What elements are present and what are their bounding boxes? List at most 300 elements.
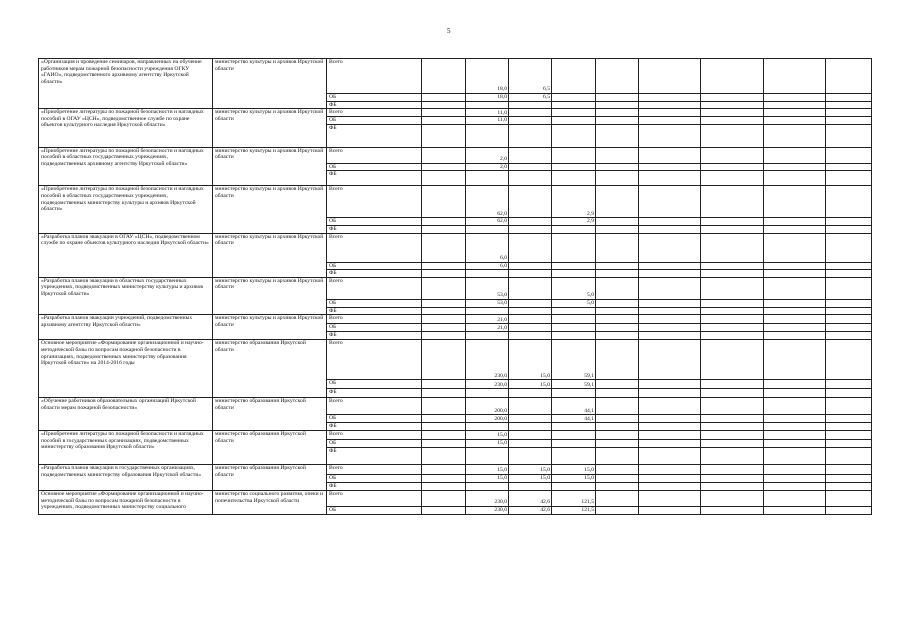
amount-cell: [701, 506, 764, 514]
amount-cell: [639, 415, 701, 423]
amount-cell: 200,0: [466, 398, 509, 415]
funding-source-cell: ОБ: [327, 94, 422, 102]
amount-cell: [639, 439, 701, 447]
amount-cell: [639, 171, 701, 186]
amount-cell: 44,1: [552, 415, 596, 423]
amount-cell: 121,5: [552, 506, 596, 514]
amount-cell: [466, 423, 509, 431]
amount-cell: [639, 307, 701, 315]
amount-cell: [552, 163, 596, 171]
amount-cell: [639, 464, 701, 474]
funding-source-cell: Всего: [327, 315, 422, 324]
amount-cell: [422, 171, 466, 186]
amount-cell: [639, 380, 701, 389]
amount-cell: 18,0: [466, 59, 509, 94]
amount-cell: [701, 490, 764, 506]
amount-cell: [509, 277, 552, 299]
amount-cell: 5,0: [552, 277, 596, 299]
amount-cell: [701, 163, 764, 171]
funding-source-cell: ФБ: [327, 124, 422, 147]
amount-cell: [826, 233, 872, 262]
amount-cell: 230,0: [466, 490, 509, 506]
amount-cell: [764, 101, 826, 109]
amount-cell: [764, 171, 826, 186]
amount-cell: [826, 117, 872, 125]
table-row: [39, 490, 872, 506]
amount-cell: [596, 389, 639, 398]
amount-cell: [509, 225, 552, 233]
amount-cell: [826, 474, 872, 482]
amount-cell: [509, 109, 552, 117]
amount-cell: [596, 490, 639, 506]
funding-source-cell: ФБ: [327, 332, 422, 340]
executor-cell: министерство культуры и архивов Иркутской области: [213, 233, 327, 277]
amount-cell: [596, 262, 639, 270]
amount-cell: 53,0: [466, 277, 509, 299]
amount-cell: [422, 398, 466, 415]
amount-cell: [422, 423, 466, 431]
amount-cell: [422, 94, 466, 102]
amount-cell: [596, 430, 639, 439]
amount-cell: [764, 474, 826, 482]
funding-source-cell: ФБ: [327, 270, 422, 278]
amount-cell: [596, 439, 639, 447]
executor-cell: министерство культуры и архивов Иркутской области: [213, 277, 327, 315]
amount-cell: [552, 171, 596, 186]
event-cell: «Организация и проведение семинаров, направленных на обучение работников мерам пожарной безопасности учреждения ОГКУ «ГАИО», подведомственного архивному агентству Иркутской области»: [39, 59, 213, 109]
amount-cell: [596, 474, 639, 482]
amount-cell: [701, 307, 764, 315]
funding-source-cell: ОБ: [327, 218, 422, 226]
funding-source-cell: ОБ: [327, 415, 422, 423]
amount-cell: 59,1: [552, 380, 596, 389]
amount-cell: [764, 340, 826, 380]
amount-cell: [466, 171, 509, 186]
amount-cell: [701, 147, 764, 163]
funding-source-cell: ОБ: [327, 324, 422, 332]
amount-cell: [422, 59, 466, 94]
amount-cell: [764, 163, 826, 171]
amount-cell: [639, 262, 701, 270]
amount-cell: [826, 447, 872, 464]
amount-cell: [422, 262, 466, 270]
amount-cell: [466, 270, 509, 278]
amount-cell: [422, 299, 466, 307]
amount-cell: [764, 332, 826, 340]
amount-cell: 2,0: [466, 147, 509, 163]
amount-cell: 42,6: [509, 490, 552, 506]
amount-cell: [826, 124, 872, 147]
amount-cell: [509, 117, 552, 125]
amount-cell: [552, 94, 596, 102]
amount-cell: [639, 117, 701, 125]
amount-cell: [701, 324, 764, 332]
amount-cell: 15,0: [466, 474, 509, 482]
amount-cell: [701, 415, 764, 423]
amount-cell: [596, 225, 639, 233]
funding-source-cell: Всего: [327, 277, 422, 299]
amount-cell: [596, 380, 639, 389]
amount-cell: [596, 117, 639, 125]
table-row: [39, 59, 872, 94]
amount-cell: [596, 147, 639, 163]
amount-cell: [422, 225, 466, 233]
amount-cell: [701, 398, 764, 415]
funding-source-cell: ОБ: [327, 117, 422, 125]
amount-cell: [701, 340, 764, 380]
amount-cell: [422, 186, 466, 218]
amount-cell: 200,0: [466, 415, 509, 423]
amount-cell: [596, 124, 639, 147]
amount-cell: [764, 415, 826, 423]
amount-cell: [509, 389, 552, 398]
amount-cell: [422, 315, 466, 324]
amount-cell: [552, 423, 596, 431]
executor-cell: министерство образования Иркутской области: [213, 340, 327, 398]
amount-cell: [422, 389, 466, 398]
amount-cell: [764, 59, 826, 94]
amount-cell: 2,9: [552, 218, 596, 226]
amount-cell: [701, 124, 764, 147]
funding-source-cell: ОБ: [327, 380, 422, 389]
amount-cell: [826, 439, 872, 447]
amount-cell: [826, 389, 872, 398]
amount-cell: [701, 186, 764, 218]
amount-cell: [826, 262, 872, 270]
amount-cell: [639, 299, 701, 307]
amount-cell: 11,0: [466, 109, 509, 117]
table-row: [39, 233, 872, 262]
amount-cell: [639, 233, 701, 262]
amount-cell: [639, 109, 701, 117]
amount-cell: [639, 94, 701, 102]
amount-cell: [764, 447, 826, 464]
event-cell: «Приобретение литературы по пожарной безопасности и наглядных пособий в областных государственных учреждениях, подведомственных министерству культуры и архивов Иркутской области»: [39, 186, 213, 233]
amount-cell: [701, 270, 764, 278]
amount-cell: [764, 482, 826, 490]
funding-source-cell: Всего: [327, 340, 422, 380]
amount-cell: [701, 117, 764, 125]
event-cell: Основное мероприятие «Формирование организационной и научно-методической базы по вопросам пожарной безопасности в учреждениях, подведомственных министерству социального: [39, 490, 213, 514]
amount-cell: [639, 101, 701, 109]
amount-cell: [509, 332, 552, 340]
amount-cell: [422, 430, 466, 439]
amount-cell: [552, 262, 596, 270]
amount-cell: [826, 109, 872, 117]
amount-cell: [826, 94, 872, 102]
amount-cell: [701, 94, 764, 102]
amount-cell: [422, 147, 466, 163]
amount-cell: [509, 315, 552, 324]
amount-cell: [639, 447, 701, 464]
amount-cell: [701, 299, 764, 307]
amount-cell: [701, 101, 764, 109]
amount-cell: [509, 324, 552, 332]
funding-source-cell: Всего: [327, 490, 422, 506]
amount-cell: [639, 270, 701, 278]
amount-cell: [826, 299, 872, 307]
amount-cell: [826, 430, 872, 439]
amount-cell: [826, 340, 872, 380]
amount-cell: [596, 277, 639, 299]
amount-cell: [764, 398, 826, 415]
amount-cell: [701, 277, 764, 299]
amount-cell: [826, 464, 872, 474]
amount-cell: [552, 109, 596, 117]
amount-cell: [826, 147, 872, 163]
executor-cell: министерство образования Иркутской области: [213, 464, 327, 490]
amount-cell: [826, 218, 872, 226]
amount-cell: [466, 332, 509, 340]
table-row: [39, 430, 872, 439]
funding-source-cell: ФБ: [327, 482, 422, 490]
amount-cell: [552, 324, 596, 332]
amount-cell: [596, 315, 639, 324]
amount-cell: [764, 506, 826, 514]
amount-cell: [826, 490, 872, 506]
amount-cell: [509, 101, 552, 109]
amount-cell: [639, 482, 701, 490]
amount-cell: [639, 490, 701, 506]
amount-cell: 59,1: [552, 340, 596, 380]
amount-cell: [552, 147, 596, 163]
amount-cell: [826, 423, 872, 431]
amount-cell: 18,0: [466, 94, 509, 102]
amount-cell: [701, 59, 764, 94]
amount-cell: 15,0: [509, 464, 552, 474]
amount-cell: [422, 506, 466, 514]
amount-cell: [596, 299, 639, 307]
amount-cell: 21,0: [466, 315, 509, 324]
amount-cell: [639, 423, 701, 431]
amount-cell: [639, 474, 701, 482]
funding-source-cell: ОБ: [327, 299, 422, 307]
amount-cell: [509, 447, 552, 464]
amount-cell: [422, 340, 466, 380]
amount-cell: 6,0: [466, 262, 509, 270]
amount-cell: [639, 147, 701, 163]
amount-cell: [639, 506, 701, 514]
amount-cell: [826, 506, 872, 514]
amount-cell: [826, 324, 872, 332]
amount-cell: [509, 262, 552, 270]
amount-cell: [596, 506, 639, 514]
amount-cell: 15,0: [552, 464, 596, 474]
amount-cell: [422, 482, 466, 490]
event-cell: «Приобретение литературы по пожарной безопасности и наглядных пособий в ОГАУ «ЦСН», подведомственное службе по охране объектов культурного наследия Иркутской области»: [39, 109, 213, 148]
amount-cell: [552, 315, 596, 324]
amount-cell: 2,9: [552, 186, 596, 218]
amount-cell: 15,0: [509, 474, 552, 482]
amount-cell: [552, 332, 596, 340]
funding-source-cell: ФБ: [327, 225, 422, 233]
funding-source-cell: ФБ: [327, 101, 422, 109]
amount-cell: [764, 299, 826, 307]
amount-cell: [466, 447, 509, 464]
amount-cell: [701, 447, 764, 464]
amount-cell: [639, 163, 701, 171]
amount-cell: [764, 147, 826, 163]
amount-cell: [826, 186, 872, 218]
funding-source-cell: ФБ: [327, 447, 422, 464]
amount-cell: [552, 482, 596, 490]
amount-cell: [552, 389, 596, 398]
amount-cell: [596, 171, 639, 186]
table-row: [39, 464, 872, 474]
funding-source-cell: ОБ: [327, 262, 422, 270]
amount-cell: [826, 277, 872, 299]
amount-cell: [639, 124, 701, 147]
amount-cell: [509, 186, 552, 218]
amount-cell: [826, 307, 872, 315]
amount-cell: [826, 171, 872, 186]
amount-cell: [764, 218, 826, 226]
amount-cell: [826, 163, 872, 171]
amount-cell: [422, 163, 466, 171]
amount-cell: [509, 124, 552, 147]
amount-cell: 121,5: [552, 490, 596, 506]
amount-cell: [552, 233, 596, 262]
funding-source-cell: ОБ: [327, 506, 422, 514]
amount-cell: [639, 225, 701, 233]
amount-cell: [422, 447, 466, 464]
amount-cell: [596, 101, 639, 109]
amount-cell: 15,0: [552, 474, 596, 482]
amount-cell: [422, 380, 466, 389]
funding-source-cell: ФБ: [327, 423, 422, 431]
amount-cell: [422, 218, 466, 226]
amount-cell: [422, 464, 466, 474]
amount-cell: [764, 233, 826, 262]
amount-cell: [701, 464, 764, 474]
amount-cell: [701, 482, 764, 490]
funding-source-cell: Всего: [327, 398, 422, 415]
amount-cell: [422, 490, 466, 506]
amount-cell: 230,0: [466, 340, 509, 380]
amount-cell: [701, 423, 764, 431]
amount-cell: [764, 430, 826, 439]
amount-cell: 15,0: [509, 340, 552, 380]
amount-cell: [422, 324, 466, 332]
amount-cell: [422, 439, 466, 447]
event-cell: «Разработка планов эвакуации в областных государственных учреждениях, подведомственных министерству культуры и архивов Иркутской области»: [39, 277, 213, 315]
amount-cell: [596, 340, 639, 380]
amount-cell: [639, 218, 701, 226]
amount-cell: [422, 332, 466, 340]
amount-cell: [701, 262, 764, 270]
funding-source-cell: Всего: [327, 430, 422, 439]
amount-cell: [509, 482, 552, 490]
funding-source-cell: ОБ: [327, 474, 422, 482]
amount-cell: [826, 270, 872, 278]
amount-cell: [466, 307, 509, 315]
amount-cell: 44,1: [552, 398, 596, 415]
amount-cell: [701, 315, 764, 324]
amount-cell: [596, 464, 639, 474]
amount-cell: [639, 332, 701, 340]
amount-cell: [552, 101, 596, 109]
amount-cell: [701, 389, 764, 398]
amount-cell: [826, 380, 872, 389]
amount-cell: [509, 270, 552, 278]
amount-cell: [422, 117, 466, 125]
amount-cell: [826, 59, 872, 94]
amount-cell: [466, 482, 509, 490]
amount-cell: 230,0: [466, 380, 509, 389]
amount-cell: [596, 415, 639, 423]
amount-cell: [596, 94, 639, 102]
amount-cell: [552, 447, 596, 464]
amount-cell: [552, 225, 596, 233]
amount-cell: [596, 59, 639, 94]
amount-cell: [826, 101, 872, 109]
amount-cell: [639, 389, 701, 398]
amount-cell: [826, 315, 872, 324]
amount-cell: 21,0: [466, 324, 509, 332]
funding-source-cell: Всего: [327, 59, 422, 94]
amount-cell: [701, 225, 764, 233]
amount-cell: [509, 415, 552, 423]
amount-cell: [552, 430, 596, 439]
amount-cell: [552, 439, 596, 447]
amount-cell: [764, 389, 826, 398]
amount-cell: 6,5: [509, 59, 552, 94]
amount-cell: [764, 490, 826, 506]
program-table: [38, 58, 872, 515]
amount-cell: [826, 225, 872, 233]
amount-cell: [701, 218, 764, 226]
executor-cell: министерство культуры и архивов Иркутской области: [213, 59, 327, 109]
amount-cell: [596, 270, 639, 278]
amount-cell: [509, 163, 552, 171]
table-row: [39, 109, 872, 117]
funding-source-cell: Всего: [327, 186, 422, 218]
amount-cell: [764, 117, 826, 125]
funding-source-cell: Всего: [327, 147, 422, 163]
amount-cell: [552, 307, 596, 315]
event-cell: «Разработка планов эвакуации в государственных организациях, подведомственных министерству образования Иркутской области»: [39, 464, 213, 490]
amount-cell: 230,0: [466, 506, 509, 514]
amount-cell: [639, 59, 701, 94]
funding-source-cell: ФБ: [327, 307, 422, 315]
event-cell: «Обучение работников образовательных организаций Иркутской области мерам пожарной безопасности»: [39, 398, 213, 431]
amount-cell: [509, 307, 552, 315]
amount-cell: [596, 109, 639, 117]
funding-source-cell: ОБ: [327, 439, 422, 447]
table-row: [39, 315, 872, 324]
funding-source-cell: Всего: [327, 233, 422, 262]
amount-cell: [764, 186, 826, 218]
amount-cell: [596, 218, 639, 226]
amount-cell: [422, 277, 466, 299]
amount-cell: [509, 233, 552, 262]
amount-cell: [509, 439, 552, 447]
amount-cell: [596, 163, 639, 171]
amount-cell: [701, 380, 764, 389]
amount-cell: [639, 324, 701, 332]
amount-cell: [509, 423, 552, 431]
amount-cell: [764, 380, 826, 389]
event-cell: «Разработка планов эвакуации в ОГАУ «ЦСН», подведомственном службе по охране объектов культурного наследия Иркутской области»: [39, 233, 213, 277]
amount-cell: [552, 270, 596, 278]
executor-cell: министерство образования Иркутской области: [213, 430, 327, 464]
amount-cell: [466, 124, 509, 147]
amount-cell: [596, 398, 639, 415]
amount-cell: [422, 270, 466, 278]
table-body: [39, 59, 872, 515]
amount-cell: [639, 186, 701, 218]
amount-cell: [639, 340, 701, 380]
